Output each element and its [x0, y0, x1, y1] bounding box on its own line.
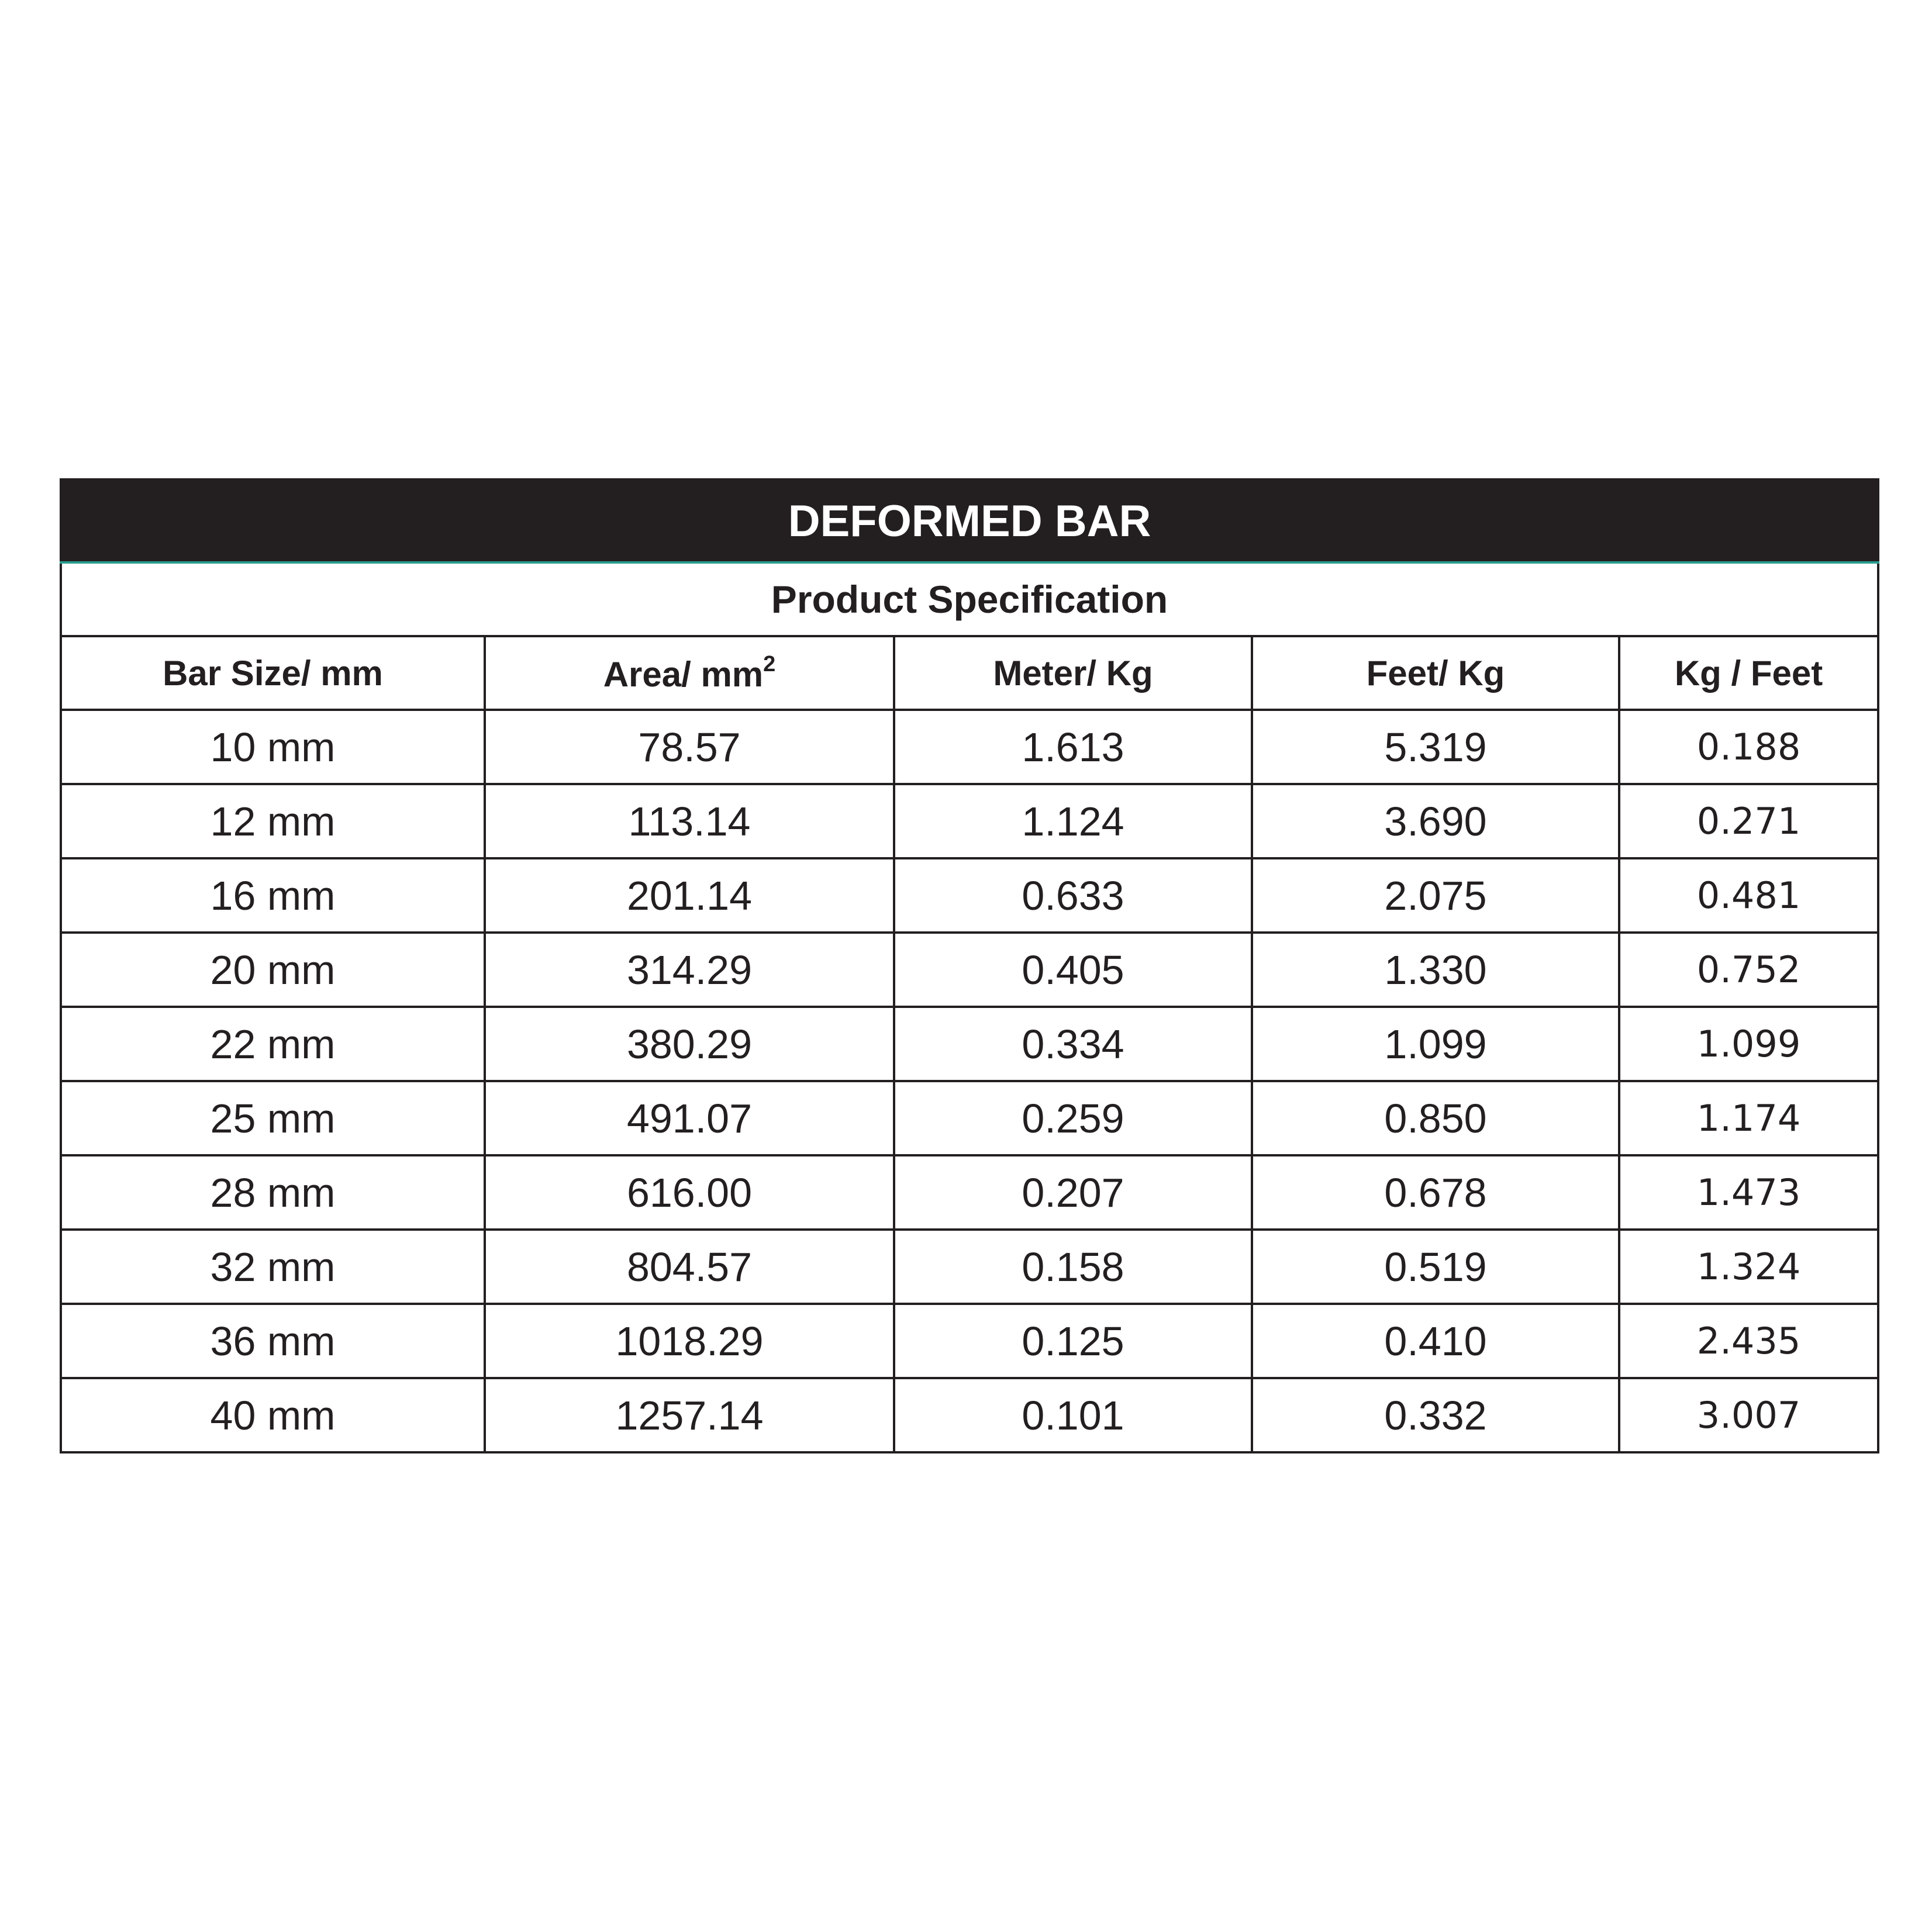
cell-feet-kg: 2.075	[1252, 858, 1619, 933]
spec-table	[60, 478, 1879, 1453]
table-subtitle: Product Specification	[61, 562, 1878, 636]
cell-area: 804.57	[485, 1230, 894, 1304]
cell-area: 314.29	[485, 933, 894, 1007]
cell-kg-feet: 0.188	[1619, 710, 1878, 784]
cell-area: 113.14	[485, 784, 894, 858]
cell-area: 201.14	[485, 858, 894, 933]
table-row	[61, 858, 1878, 933]
table-row	[61, 710, 1878, 784]
cell-feet-kg: 0.410	[1252, 1304, 1619, 1378]
cell-kg-feet: 1.473	[1619, 1155, 1878, 1230]
table-row	[61, 1081, 1878, 1155]
cell-feet-kg: 0.850	[1252, 1081, 1619, 1155]
cell-meter-kg: 0.334	[894, 1007, 1252, 1081]
cell-kg-feet: 0.271	[1619, 784, 1878, 858]
cell-meter-kg: 1.613	[894, 710, 1252, 784]
cell-bar-size: 16 mm	[61, 858, 485, 933]
title-row	[61, 479, 1878, 562]
cell-bar-size: 32 mm	[61, 1230, 485, 1304]
header-area	[485, 636, 894, 710]
cell-kg-feet: 0.481	[1619, 858, 1878, 933]
cell-area: 491.07	[485, 1081, 894, 1155]
header-feet-kg: Feet/ Kg	[1252, 636, 1619, 710]
cell-meter-kg: 0.158	[894, 1230, 1252, 1304]
cell-feet-kg: 0.332	[1252, 1378, 1619, 1452]
cell-meter-kg: 0.633	[894, 858, 1252, 933]
subtitle-row	[61, 562, 1878, 636]
header-area-superscript: 2	[763, 651, 776, 676]
cell-meter-kg: 0.207	[894, 1155, 1252, 1230]
cell-feet-kg: 0.678	[1252, 1155, 1619, 1230]
cell-bar-size: 20 mm	[61, 933, 485, 1007]
cell-feet-kg: 1.099	[1252, 1007, 1619, 1081]
cell-area: 380.29	[485, 1007, 894, 1081]
table-title: DEFORMED BAR	[61, 479, 1878, 562]
header-bar-size: Bar Size/ mm	[61, 636, 485, 710]
table-row	[61, 1155, 1878, 1230]
cell-bar-size: 40 mm	[61, 1378, 485, 1452]
cell-bar-size: 10 mm	[61, 710, 485, 784]
cell-meter-kg: 0.125	[894, 1304, 1252, 1378]
cell-meter-kg: 0.259	[894, 1081, 1252, 1155]
cell-kg-feet: 3.007	[1619, 1378, 1878, 1452]
header-kg-feet: Kg / Feet	[1619, 636, 1878, 710]
cell-meter-kg: 0.101	[894, 1378, 1252, 1452]
cell-bar-size: 36 mm	[61, 1304, 485, 1378]
table-row	[61, 1230, 1878, 1304]
header-row	[61, 636, 1878, 710]
cell-meter-kg: 0.405	[894, 933, 1252, 1007]
table-row	[61, 1304, 1878, 1378]
cell-feet-kg: 5.319	[1252, 710, 1619, 784]
cell-kg-feet: 0.752	[1619, 933, 1878, 1007]
cell-kg-feet: 2.435	[1619, 1304, 1878, 1378]
cell-feet-kg: 1.330	[1252, 933, 1619, 1007]
header-meter-kg: Meter/ Kg	[894, 636, 1252, 710]
cell-kg-feet: 1.099	[1619, 1007, 1878, 1081]
cell-area: 78.57	[485, 710, 894, 784]
cell-kg-feet: 1.174	[1619, 1081, 1878, 1155]
cell-feet-kg: 3.690	[1252, 784, 1619, 858]
cell-bar-size: 12 mm	[61, 784, 485, 858]
cell-bar-size: 25 mm	[61, 1081, 485, 1155]
cell-kg-feet: 1.324	[1619, 1230, 1878, 1304]
table-row	[61, 784, 1878, 858]
cell-area: 1257.14	[485, 1378, 894, 1452]
cell-meter-kg: 1.124	[894, 784, 1252, 858]
table-row	[61, 1007, 1878, 1081]
header-area-label: Area/ mm	[603, 654, 764, 694]
cell-area: 1018.29	[485, 1304, 894, 1378]
cell-bar-size: 28 mm	[61, 1155, 485, 1230]
cell-area: 616.00	[485, 1155, 894, 1230]
cell-feet-kg: 0.519	[1252, 1230, 1619, 1304]
table-row	[61, 1378, 1878, 1452]
cell-bar-size: 22 mm	[61, 1007, 485, 1081]
table-row	[61, 933, 1878, 1007]
table-body	[61, 710, 1878, 1452]
